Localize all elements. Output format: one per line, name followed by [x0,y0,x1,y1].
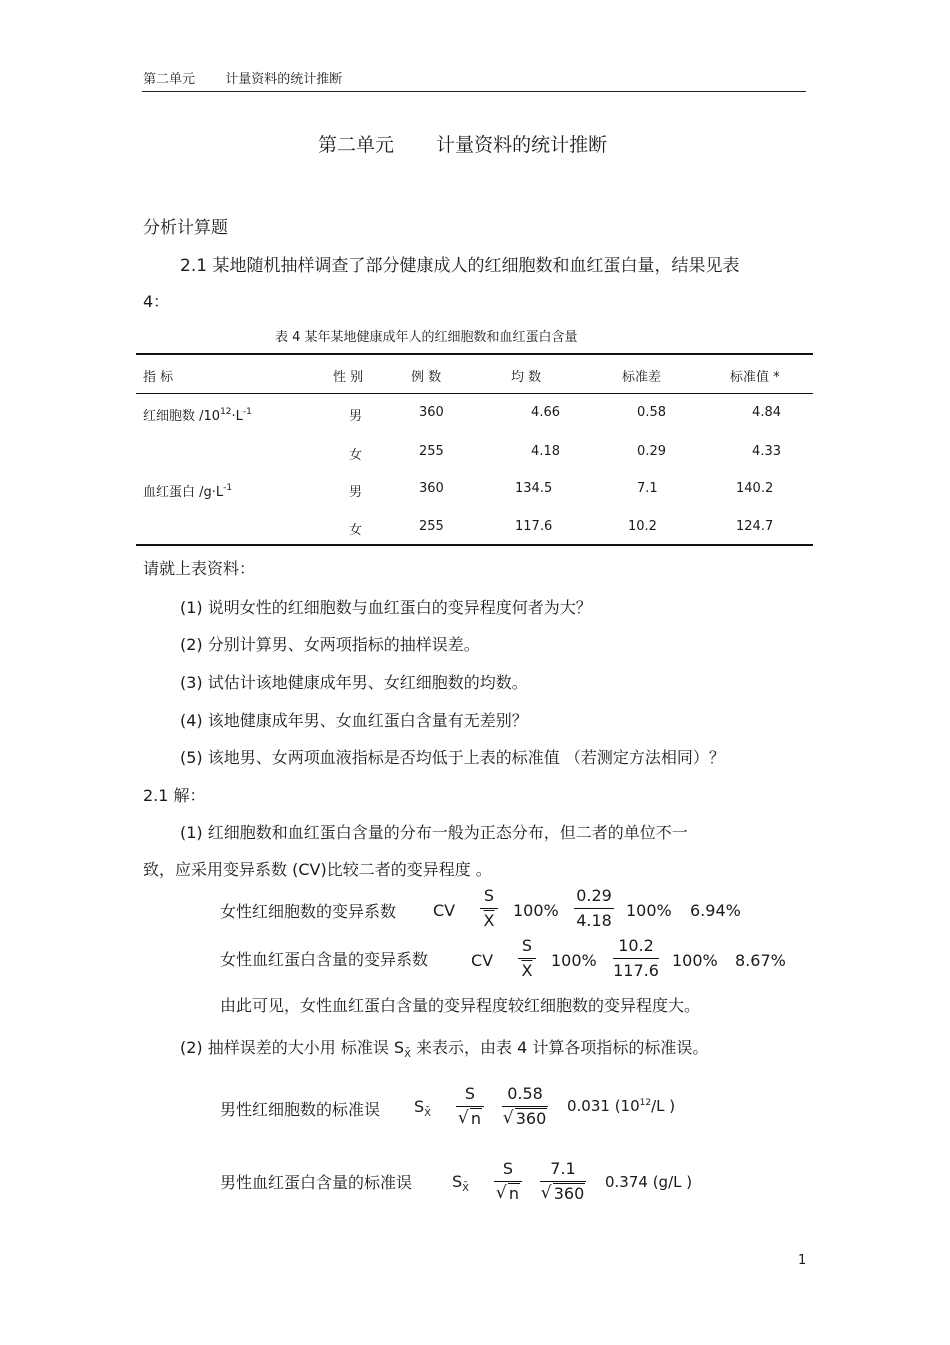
table-header-indicator: 指 标 [143,370,174,385]
title-unit: 第二单元 [318,134,395,156]
table-header-mean: 均 数 [511,370,542,385]
se1-frac-symbolic [456,1083,484,1130]
se1-frac-n: n [470,1109,482,1128]
cv2-frac-x: X [521,961,533,980]
table-row-1-mean: 4.66 [531,405,560,420]
cv2-frac-symbolic [518,935,536,982]
table-row-1-sex: 男 [349,409,363,424]
se2-result: 0.374 (g/L ) [605,1173,693,1191]
cv1-pct2: 100% [626,901,672,920]
indicator-rbc-exp: 12 [220,407,232,417]
cv1-symbol: CV [433,901,456,920]
table-row-4-std: 124.7 [736,519,774,534]
page-number: 1 [798,1253,807,1268]
solution-p2-b: 来表示，由表 4 计算各项指标的标准误。 [410,1038,709,1057]
table-top-rule [136,353,813,355]
question-4: (4) 该地健康成年男、女血红蛋白含量有无差别？ [180,711,528,730]
table-row-4-sd: 10.2 [628,519,657,534]
se1-symbol [414,1097,431,1119]
se2-frac-s: S [502,1159,514,1178]
solution-p1-line1: (1) 红细胞数和血红蛋白含量的分布一般为正态分布，但二者的单位不一 [180,823,688,842]
table-row-3-sex: 男 [349,485,363,500]
cv-conclusion: 由此可见，女性血红蛋白含量的变异程度较红细胞数的变异程度大。 [220,996,701,1015]
se1-result [567,1097,675,1115]
se2-frac-symbolic [494,1158,522,1205]
table-row-4-mean: 117.6 [515,519,553,534]
solution-p2-sub: X̄ [404,1049,411,1060]
table-row-2-std: 4.33 [752,444,781,459]
cv2-frac-s: S [521,936,533,955]
table-row-3-sd: 7.1 [637,481,658,496]
se2-numerator: 7.1 [550,1159,576,1178]
cv1-denominator: 4.18 [576,911,612,930]
se1-result-unit: /L ) [651,1097,676,1115]
cv2-label: 女性血红蛋白含量的变异系数 [220,950,429,969]
table-row-1-n: 360 [419,405,444,420]
cv2-symbol: CV [471,951,494,970]
table-row-3-mean: 134.5 [515,481,553,496]
cv1-frac-x: X [483,911,495,930]
se2-denominator: 360 [553,1184,585,1203]
title-subject: 计量资料的统计推断 [436,134,608,156]
cv1-numerator: 0.29 [576,886,612,905]
se1-label: 男性红细胞数的标准误 [220,1100,381,1119]
se2-sub: X̄ [462,1183,470,1194]
table-row-2-n: 255 [419,444,444,459]
table-row-4-n: 255 [419,519,444,534]
se2-label: 男性血红蛋白含量的标准误 [220,1173,413,1192]
question-3: (3) 试估计该地健康成年男、女红细胞数的均数。 [180,673,528,692]
se2-sqrt-n [496,1183,520,1205]
cv1-label: 女性红细胞数的变异系数 [220,902,397,921]
indicator-rbc-unit: ·L [231,409,243,424]
se2-frac-n: n [508,1184,520,1203]
cv2-numerator: 10.2 [618,936,654,955]
se1-denominator: 360 [515,1109,547,1128]
solution-p1-line2: 致，应采用变异系数 (CV)比较二者的变异程度 。 [143,860,492,879]
se1-result-value: 0.031 (10 [567,1097,640,1115]
question-2: (2) 分别计算男、女两项指标的抽样误差。 [180,635,480,654]
se1-result-exp: 12 [639,1098,652,1108]
table-bottom-rule [136,544,813,546]
indicator-rbc [143,405,252,424]
table-row-1-std: 4.84 [752,405,781,420]
cv2-frac-numeric [613,935,659,982]
cv1-frac-symbolic [480,885,498,932]
table-header-n: 例 数 [411,370,442,385]
table-caption: 表 4 某年某地健康成年人的红细胞数和血红蛋白含量 [275,330,578,345]
se2-symbol [452,1172,469,1194]
table-row-3-n: 360 [419,481,444,496]
solution-p2 [180,1035,708,1060]
table-header-sex: 性 别 [333,370,364,385]
se1-sub: X̄ [424,1108,432,1119]
table-row-2-sd: 0.29 [637,444,666,459]
table-head-rule [136,393,813,394]
se1-sym: S [414,1097,425,1116]
question-5: (5) 该地男、女两项血液指标是否均低于上表的标准值 （若测定方法相同）？ [180,748,725,767]
se1-sqrt-n [458,1108,482,1130]
page-title [318,130,607,157]
header-unit: 第二单元 [143,72,196,87]
table-header-std: 标准值 * [730,370,780,385]
questions-intro: 请就上表资料： [143,559,256,578]
table-row-3-std: 140.2 [736,481,774,496]
table-row-2-mean: 4.18 [531,444,560,459]
se2-sym: S [452,1172,463,1191]
cv2-result: 8.67% [735,951,786,970]
solution-p2-a: (2) 抽样误差的大小用 标准误 S [180,1038,405,1057]
indicator-hb-exp: -1 [223,483,233,493]
indicator-hb-name: 血红蛋白 /g·L [143,485,224,500]
solution-label: 2.1 解： [143,786,206,805]
problem-line-1: 2.1 某地随机抽样调查了部分健康成人的红细胞数和血红蛋白量，结果见表 [180,256,740,276]
se2-frac-numeric [540,1158,586,1205]
se1-sqrt-360 [503,1108,548,1130]
indicator-rbc-exp2: -1 [242,407,252,417]
cv1-frac-s: S [483,886,495,905]
section-heading: 分析计算题 [143,218,228,238]
table-row-1-sd: 0.58 [637,405,666,420]
se1-frac-numeric [502,1083,548,1130]
table-header-sd: 标准差 [622,370,662,385]
se1-numerator: 0.58 [507,1084,543,1103]
cv1-pct1: 100% [513,901,559,920]
table-row-4-sex: 女 [349,523,363,538]
question-1: (1) 说明女性的红细胞数与血红蛋白的变异程度何者为大？ [180,598,592,617]
problem-line-2: 4： [143,292,170,311]
cv2-pct1: 100% [551,951,597,970]
header-rule [142,91,806,92]
cv2-denominator: 117.6 [613,961,659,980]
se2-sqrt-360 [541,1183,586,1205]
header-subject: 计量资料的统计推断 [225,72,343,87]
cv2-pct2: 100% [672,951,718,970]
se1-frac-s: S [464,1084,476,1103]
cv1-frac-numeric [574,885,614,932]
running-header [143,68,342,87]
indicator-hb [143,481,232,500]
cv1-result: 6.94% [690,901,741,920]
table-row-2-sex: 女 [349,448,363,463]
indicator-rbc-name: 红细胞数 /10 [143,409,221,424]
